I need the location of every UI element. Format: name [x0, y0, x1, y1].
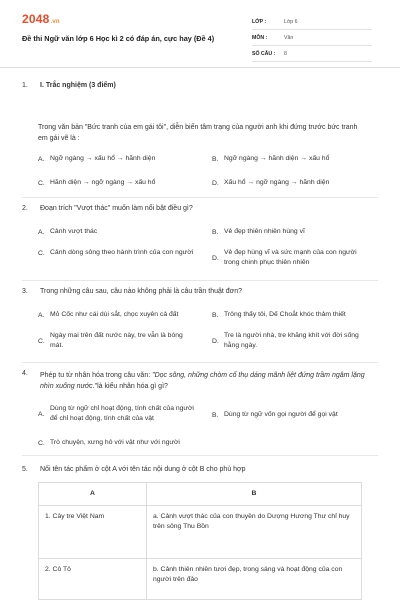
option-letter: C.	[38, 249, 45, 257]
option-letter: D.	[212, 179, 219, 187]
q1-option-c[interactable]	[38, 178, 155, 188]
option-text: Cảnh dòng sông theo hành trình của con người	[50, 249, 194, 256]
question-5	[22, 466, 378, 473]
option-letter: A.	[38, 311, 45, 319]
q2-option-b[interactable]	[212, 227, 305, 237]
meta-label: SỐ CÂU :	[252, 50, 276, 57]
question-text-post: "là kiểu nhân hóa gì gì?	[94, 383, 168, 390]
option-text: Ngỡ ngàng → xấu hổ → hãnh diện	[50, 155, 156, 162]
option-text: Ngỡ ngàng → hãnh diện → xấu hổ	[224, 155, 330, 162]
question-1	[22, 82, 378, 89]
option-text: Cảnh vượt thác	[50, 228, 98, 235]
question-1-stem: Trong văn bản "Bức tranh của em gái tôi", diễn biến tâm trạng của người anh khi đứng trước bức tranh em gái vẽ là :	[38, 124, 358, 142]
question-text	[40, 370, 378, 392]
question-number: 1.	[22, 82, 28, 89]
meta-value: Lớp 6	[284, 18, 298, 25]
option-text: Vẻ đẹp thiên nhiên hùng vĩ	[224, 228, 305, 235]
question-head	[22, 82, 378, 89]
question-head	[22, 205, 378, 212]
question-2	[22, 205, 378, 212]
question-head	[22, 288, 378, 295]
table-cell-a: 2. Cô Tô	[39, 559, 147, 599]
q1-option-a[interactable]	[38, 154, 155, 164]
q3-option-a[interactable]	[38, 310, 178, 320]
q1-option-d[interactable]	[212, 178, 329, 188]
option-text: Ngày mai trên đất nước này, tre vẫn là bóng mát.	[50, 332, 183, 349]
header	[0, 0, 400, 70]
question-3	[22, 288, 378, 295]
option-letter: A.	[38, 228, 45, 236]
meta-row-subject	[252, 30, 372, 46]
table-row	[39, 559, 361, 600]
option-letter: D.	[212, 337, 219, 345]
option-letter: B.	[212, 311, 219, 319]
question-divider	[22, 197, 378, 198]
question-head	[22, 466, 378, 473]
q2-option-c[interactable]	[38, 248, 203, 258]
q3-option-c[interactable]	[38, 331, 203, 351]
meta-value: Văn	[284, 34, 294, 41]
option-letter: B.	[212, 155, 219, 163]
question-4	[22, 370, 378, 392]
q4-option-b[interactable]	[212, 410, 338, 420]
option-text: Tre là người nhà, tre khăng khít với đời sống hằng ngày.	[224, 332, 359, 349]
question-text: I. Trắc nghiệm (3 điểm)	[40, 82, 116, 89]
question-quote: "Dọc sông, những chòm cổ thụ dáng mãnh liệt đứng trầm ngâm lặng nhìn xuống nước.	[40, 372, 365, 390]
option-text: Xấu hổ → ngỡ ngàng → hãnh diện	[224, 179, 330, 186]
option-letter: A.	[38, 155, 45, 163]
question-number: 4.	[22, 370, 28, 377]
option-letter: C.	[38, 337, 45, 345]
question-divider	[22, 455, 378, 456]
question-text: Nối tên tác phẩm ở cột A với tên tác nội dung ở cột B cho phù hợp	[40, 466, 246, 473]
option-letter: C.	[38, 179, 45, 187]
option-text: Vẻ đẹp hùng vĩ và sức mạnh của con người trong chinh phục thiên nhiên	[224, 249, 357, 266]
question-divider	[22, 280, 378, 281]
question-text: Trong những câu sau, câu nào không phải là câu trần thuật đơn?	[40, 288, 243, 295]
q4-option-a[interactable]	[38, 404, 208, 424]
option-text: Mỏ Cốc như cái dùi sắt, chọc xuyên cả đất	[50, 311, 179, 318]
matching-table	[38, 482, 362, 600]
table-cell-b: b. Cảnh thiên nhiên tươi đẹp, trong sáng và hoạt động của con người trên đảo	[153, 566, 343, 583]
option-text: Hãnh diện → ngỡ ngàng → xấu hổ	[50, 179, 156, 186]
q2-option-a[interactable]	[38, 227, 97, 237]
table-cell-a: 1. Cây tre Việt Nam	[39, 506, 147, 558]
logo-number: 2048	[22, 12, 50, 26]
site-logo[interactable]	[22, 12, 60, 26]
column-b-header: B	[251, 490, 257, 497]
table-cell-b: a. Cảnh vượt thác của con thuyền do Dượng Hương Thư chỉ huy trên sông Thu Bồn	[153, 513, 350, 530]
question-number: 2.	[22, 205, 28, 212]
option-letter: A.	[38, 410, 45, 418]
table-header-row	[39, 483, 361, 506]
option-letter: B.	[212, 411, 219, 419]
q1-option-b[interactable]	[212, 154, 329, 164]
meta-label: MÔN :	[252, 34, 268, 41]
table-row	[39, 506, 361, 559]
option-text: Trò chuyện, xưng hô với vật như với người	[50, 439, 180, 446]
question-divider	[22, 362, 378, 363]
q2-option-d[interactable]	[212, 248, 372, 268]
option-text: Dùng từ ngữ vốn gọi người để gọi vật	[224, 411, 338, 418]
option-text: Dùng từ ngữ chỉ hoạt động, tính chất của người để chỉ hoạt động, tính chất của vật	[50, 405, 194, 422]
q4-option-c[interactable]	[38, 438, 180, 448]
meta-info	[252, 14, 372, 62]
logo-suffix: .vn	[50, 19, 60, 25]
question-text: Đoạn trích "Vượt thác" muốn làm nổi bật điều gì?	[40, 205, 193, 212]
column-a-header: A	[39, 483, 147, 505]
meta-value: 8	[284, 50, 287, 57]
q3-option-d[interactable]	[212, 331, 372, 351]
document-title: Đề thi Ngữ văn lớp 6 Học kì 2 có đáp án, cực hay (Đề 4)	[22, 34, 215, 43]
question-text-pre: Phép tu từ nhân hóa trong câu văn:	[40, 372, 153, 379]
q3-option-b[interactable]	[212, 310, 346, 320]
question-number: 3.	[22, 288, 28, 295]
header-divider	[0, 67, 400, 68]
option-letter: B.	[212, 228, 219, 236]
meta-label: LỚP :	[252, 18, 267, 25]
question-head	[22, 370, 378, 392]
option-letter: D.	[212, 254, 219, 262]
question-number: 5.	[22, 466, 28, 473]
meta-row-class	[252, 14, 372, 30]
option-letter: C.	[38, 439, 45, 447]
option-text: Trông thấy tôi, Dế Choắt khóc thảm thiết	[224, 311, 346, 318]
meta-row-count	[252, 46, 372, 62]
